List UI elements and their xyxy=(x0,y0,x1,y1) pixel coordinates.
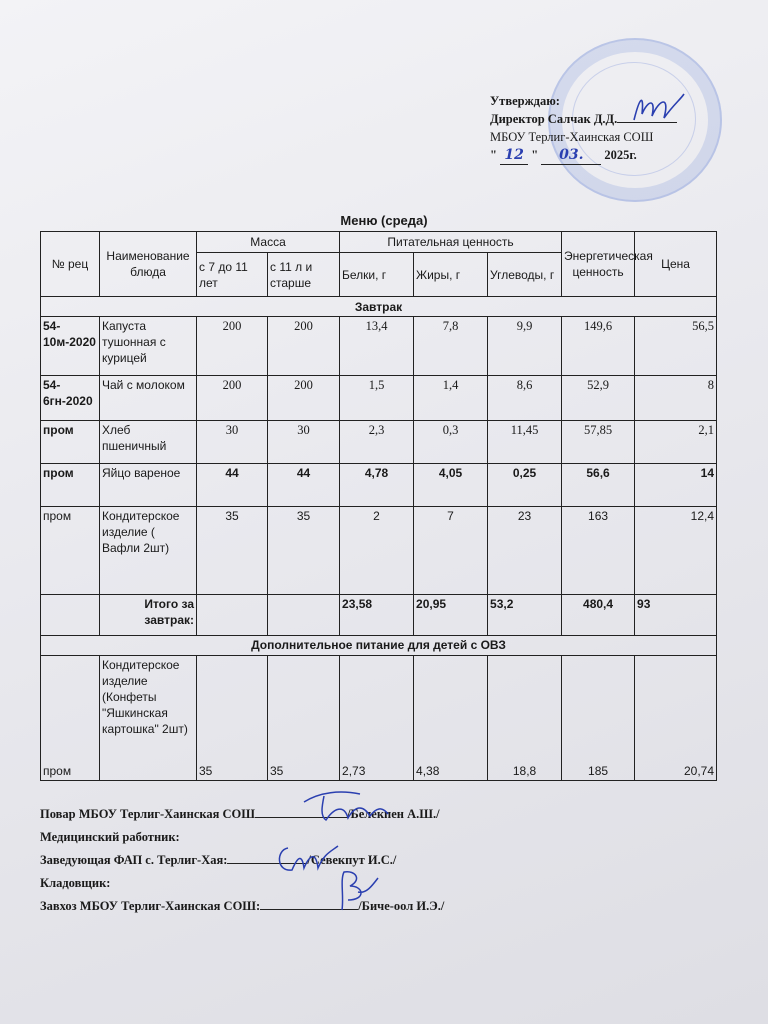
row-mass-b: 200 xyxy=(268,376,340,421)
row-mass-b: 200 xyxy=(268,316,340,375)
row-fat: 7 xyxy=(414,506,488,594)
row-carb: 9,9 xyxy=(488,316,562,375)
total-empty xyxy=(41,594,100,635)
row-mass-b: 35 xyxy=(268,506,340,594)
row-energy: 52,9 xyxy=(562,376,635,421)
row-rec: 54-6гн-2020 xyxy=(41,376,100,421)
header-price: Цена xyxy=(635,232,717,297)
row-dish: Яйцо вареное xyxy=(100,464,197,507)
extra-protein: 2,73 xyxy=(340,656,414,781)
table-row xyxy=(41,506,717,594)
date-year: 2025г. xyxy=(604,148,637,162)
row-protein: 1,5 xyxy=(340,376,414,421)
row-protein: 2 xyxy=(340,506,414,594)
row-protein: 2,3 xyxy=(340,421,414,464)
extra-fat: 4,38 xyxy=(414,656,488,781)
row-energy: 56,6 xyxy=(562,464,635,507)
row-mass-a: 200 xyxy=(197,376,268,421)
extra-price: 20,74 xyxy=(635,656,717,781)
date-quote-close: " xyxy=(531,148,539,162)
total-carb: 53,2 xyxy=(488,594,562,635)
row-dish: Капуста тушонная с курицей xyxy=(100,316,197,375)
header-energy: Энергетическая ценность xyxy=(562,232,635,297)
total-protein: 23,58 xyxy=(340,594,414,635)
supply-signature xyxy=(322,866,386,916)
extra-mass-a: 35 xyxy=(197,656,268,781)
row-protein: 4,78 xyxy=(340,464,414,507)
header-nutrition: Питательная ценность xyxy=(340,232,562,253)
total-empty xyxy=(268,594,340,635)
row-carb: 0,25 xyxy=(488,464,562,507)
cook-name: /Белекпен А.Ш./ xyxy=(347,807,440,821)
fap-label: Заведующая ФАП с. Терлиг-Хая: xyxy=(40,853,228,867)
extra-mass-b: 35 xyxy=(268,656,340,781)
row-price: 56,5 xyxy=(635,316,717,375)
fap-name: /Севекпут И.С./ xyxy=(307,853,397,867)
extra-dish: Кондитерское изделие (Конфеты "Яшкинская картошка" 2шт) xyxy=(100,656,197,781)
header-carb: Углеводы, г xyxy=(488,253,562,297)
row-carb: 23 xyxy=(488,506,562,594)
row-energy: 163 xyxy=(562,506,635,594)
total-price: 93 xyxy=(635,594,717,635)
header-mass: Масса xyxy=(197,232,340,253)
approval-date xyxy=(490,146,677,165)
row-protein: 13,4 xyxy=(340,316,414,375)
row-energy: 57,85 xyxy=(562,421,635,464)
storekeeper-line: Кладовщик: xyxy=(40,876,111,890)
total-label: Итого за завтрак: xyxy=(100,594,197,635)
row-carb: 8,6 xyxy=(488,376,562,421)
table-row xyxy=(41,421,717,464)
header-dish: Наименование блюда xyxy=(100,232,197,297)
supply-label: Завхоз МБОУ Терлиг-Хаинская СОШ: xyxy=(40,899,261,913)
row-mass-b: 44 xyxy=(268,464,340,507)
row-mass-a: 35 xyxy=(197,506,268,594)
header-rec: № рец xyxy=(41,232,100,297)
row-rec: пром xyxy=(41,421,100,464)
row-mass-a: 30 xyxy=(197,421,268,464)
table-row xyxy=(41,464,717,507)
total-empty xyxy=(197,594,268,635)
date-quote-open: " xyxy=(490,148,497,162)
row-fat: 0,3 xyxy=(414,421,488,464)
row-fat: 7,8 xyxy=(414,316,488,375)
menu-table xyxy=(40,231,717,781)
total-fat: 20,95 xyxy=(414,594,488,635)
row-price: 14 xyxy=(635,464,717,507)
row-mass-b: 30 xyxy=(268,421,340,464)
approval-title: Утверждаю: xyxy=(490,94,560,108)
menu-title: Меню (среда) xyxy=(340,213,428,228)
row-rec: пром xyxy=(41,506,100,594)
row-price: 12,4 xyxy=(635,506,717,594)
row-rec: пром xyxy=(41,464,100,507)
section-extra: Дополнительное питание для детей с ОВЗ xyxy=(41,635,717,655)
director-name: Директор Салчак Д.Д. xyxy=(490,112,618,126)
header-mass-b: с 11 л и старше xyxy=(268,253,340,297)
cook-signature xyxy=(300,788,390,828)
row-fat: 1,4 xyxy=(414,376,488,421)
header-fat: Жиры, г xyxy=(414,253,488,297)
header-protein: Белки, г xyxy=(340,253,414,297)
row-price: 8 xyxy=(635,376,717,421)
header-mass-a: с 7 до 11 лет xyxy=(197,253,268,297)
director-signature xyxy=(630,90,686,126)
row-fat: 4,05 xyxy=(414,464,488,507)
row-mass-a: 44 xyxy=(197,464,268,507)
extra-row xyxy=(41,656,717,781)
extra-energy: 185 xyxy=(562,656,635,781)
section-breakfast: Завтрак xyxy=(41,297,717,316)
cook-label: Повар МБОУ Терлиг-Хаинская СОШ xyxy=(40,807,255,821)
row-energy: 149,6 xyxy=(562,316,635,375)
row-carb: 11,45 xyxy=(488,421,562,464)
date-month: 03. xyxy=(541,146,601,165)
row-price: 2,1 xyxy=(635,421,717,464)
table-row xyxy=(41,376,717,421)
row-rec: 54-10м-2020 xyxy=(41,316,100,375)
row-mass-a: 200 xyxy=(197,316,268,375)
row-dish: Хлеб пшеничный xyxy=(100,421,197,464)
total-row xyxy=(41,594,717,635)
medic-line: Медицинский работник: xyxy=(40,830,180,844)
supply-name: /Биче-оол И.Э./ xyxy=(358,899,445,913)
table-row xyxy=(41,316,717,375)
school-line: МБОУ Терлиг-Хаинская СОШ xyxy=(490,130,654,144)
total-energy: 480,4 xyxy=(562,594,635,635)
extra-carb: 18,8 xyxy=(488,656,562,781)
date-day: 12 xyxy=(500,146,528,165)
extra-rec: пром xyxy=(41,656,100,781)
row-dish: Чай с молоком xyxy=(100,376,197,421)
row-dish: Кондитерское изделие ( Вафли 2шт) xyxy=(100,506,197,594)
